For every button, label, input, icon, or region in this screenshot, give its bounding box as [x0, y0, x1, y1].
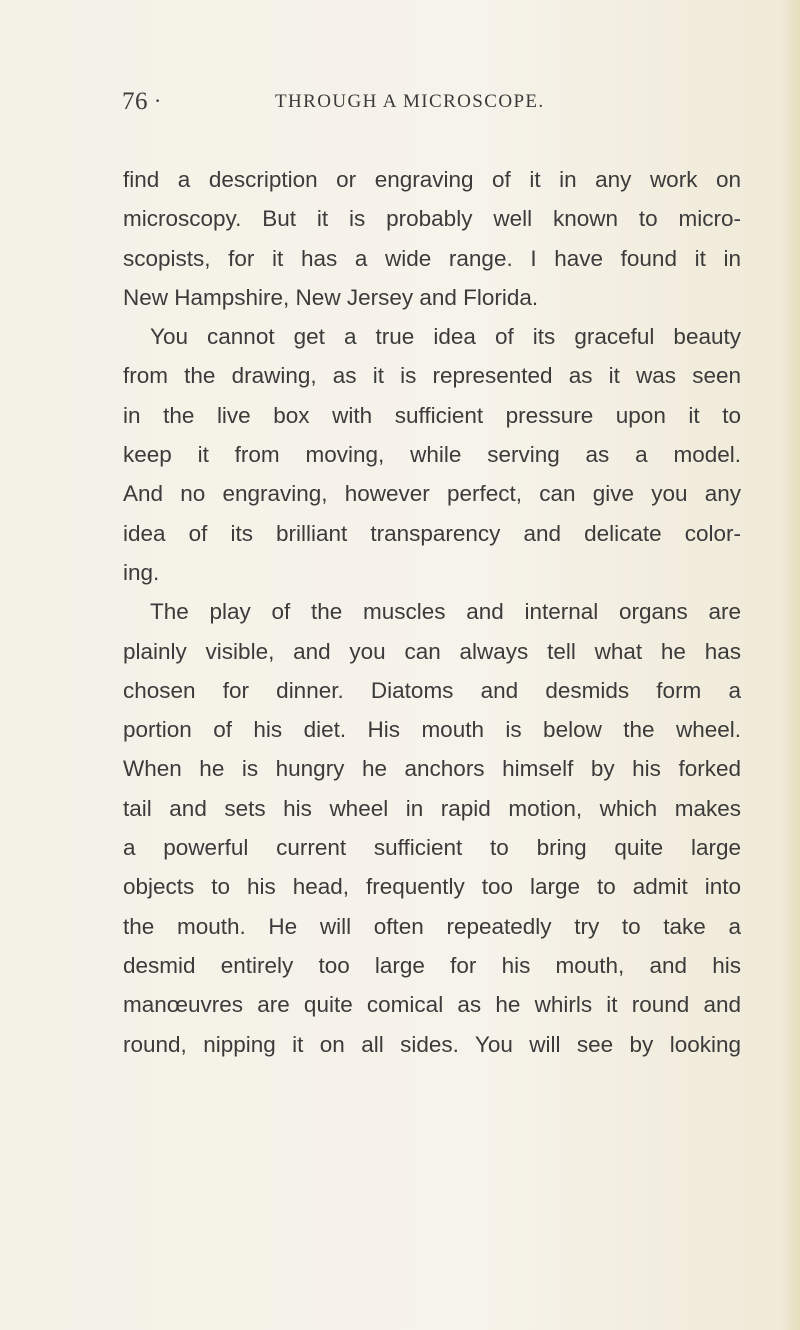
text-line: tail and sets his wheel in rapid motion, which makes — [123, 795, 741, 821]
body-text — [123, 160, 741, 1064]
text-line: objects to his head, frequently too large to admit into — [123, 874, 741, 900]
text-line: New Hampshire, New Jersey and Florida. — [123, 284, 539, 310]
text-line: plainly visible, and you can always tell what he has — [123, 638, 741, 664]
header-separator: · — [154, 88, 162, 113]
text-line: The play of the muscles and internal organs are — [150, 599, 741, 625]
page-edge-shading — [782, 0, 800, 1330]
text-line: round, nipping it on all sides. You will see by looking — [123, 1031, 741, 1057]
text-line: find a description or engraving of it in any work on — [123, 167, 741, 192]
running-title: THROUGH A MICROSCOPE. — [275, 91, 545, 112]
text-line: microscopy. But it is probably well known to micro- — [123, 206, 741, 232]
text-line: the mouth. He will often repeatedly try to take a — [123, 913, 741, 939]
text-line: a powerful current sufficient to bring quite large — [123, 835, 741, 861]
text-line: portion of his diet. His mouth is below the wheel. — [123, 717, 741, 743]
text-line: When he is hungry he anchors himself by his forked — [123, 756, 741, 782]
running-header — [122, 88, 742, 118]
text-line: from the drawing, as it is represented as it was seen — [123, 363, 741, 389]
text-line: keep it from moving, while serving as a model. — [123, 442, 741, 468]
text-line: desmid entirely too large for his mouth, and his — [123, 952, 741, 978]
text-line: manœuvres are quite comical as he whirls it round and — [123, 992, 741, 1018]
text-line: idea of its brilliant transparency and delicate color- — [123, 520, 741, 546]
page-number: 76 — [122, 88, 148, 115]
text-line: And no engraving, however perfect, can give you any — [123, 481, 741, 507]
text-line: ing. — [123, 559, 160, 585]
text-line: You cannot get a true idea of its graceful beauty — [150, 324, 741, 350]
text-line: in the live box with sufficient pressure upon it to — [123, 402, 741, 428]
text-line: chosen for dinner. Diatoms and desmids form a — [123, 677, 741, 703]
text-line: scopists, for it has a wide range. I have found it in — [123, 245, 741, 271]
